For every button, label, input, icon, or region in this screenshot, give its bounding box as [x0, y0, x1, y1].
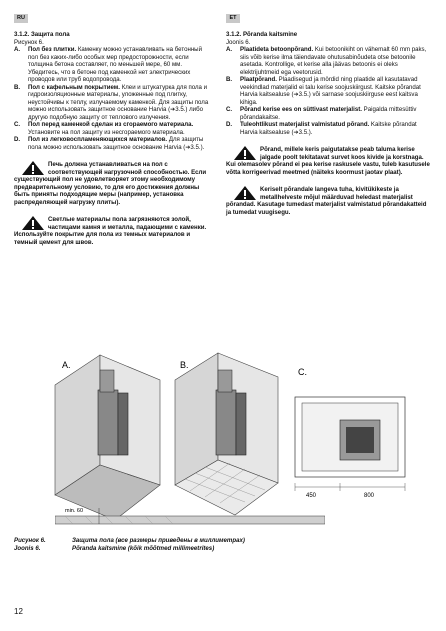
- warning-text: Печь должна устанавливаться на пол с соответствующей нагрузочной способностью. Если существующий пол не удовлетворяет этому необходимому предварительному условию, то для его достижения должны быть приняты подходящие меры (например, установка распределяющей нагрузку плиты).: [14, 161, 207, 206]
- lang-tag-et: ET: [226, 14, 240, 23]
- section-title-ru: 3.1.2. Защита пола: [14, 31, 70, 38]
- item-key: D.: [14, 136, 21, 143]
- warning-1-ru: [14, 161, 210, 206]
- column-ru: [14, 31, 210, 246]
- item-bold: Пол без плитки.: [28, 46, 77, 53]
- item-bold: Plaatpõrand.: [240, 76, 277, 83]
- item-text: Клеи и штукатурка для пола и гидроизоляционные материалы, уложенные под плитку, неустойчивы к теплу, излучаемому каменкой. Для защиты пола можно использовать защитное основание Harvia (➔3.5.) либо другую подобную защиту от теплового излучения.: [28, 83, 209, 121]
- figure-b: [175, 353, 278, 515]
- figure-label-a: A.: [62, 360, 71, 370]
- figure-label-c: C.: [298, 367, 307, 377]
- item-c-et: [226, 106, 430, 121]
- item-d-ru: [14, 136, 210, 151]
- dim-450: 450: [306, 493, 317, 499]
- item-key: B.: [14, 83, 21, 91]
- warning-1-et: [226, 146, 430, 176]
- item-key: A.: [14, 46, 21, 53]
- item-b-ru: [14, 84, 210, 122]
- item-text: Kui betoonikiht on vähemalt 60 mm paks, siis võib kerise ilma täiendavate ohutusabinõudeta otse betoonile asetada. Kontrollige, et kerise alla jäävas betoonis ei oleks elektrijuhtmeid ega veetorusid.: [240, 46, 427, 76]
- dim-800: 800: [364, 493, 375, 499]
- item-text: Kaitske põrandat Harvia kaitsealuse (➔3.5.).: [240, 121, 417, 136]
- item-text: Для защиты пола можно использовать защитное основание Harvia (➔3.5.).: [28, 136, 205, 151]
- item-bold: Пол с кафельным покрытием.: [28, 83, 120, 91]
- item-key: C.: [14, 121, 21, 128]
- section-title-et: 3.1.2. Põranda kaitsmine: [226, 31, 298, 38]
- caption-text-ru: Защита пола (все размеры приведены в миллиметрах): [72, 537, 245, 544]
- warning-text: Põrand, millele keris paigutatakse peab taluma kerise jalgade poolt tekitatavat survet koos kivide ja korstnaga. Kui olemasolev põrand ei pea kerise raskusele vastu, tuleb kasutusele võtta korrigeerivad meetmed (näiteks koormust jaotav plaat).: [226, 146, 430, 176]
- warning-2-et: [226, 186, 430, 216]
- caption-ref-ru: Рисунок 6.: [14, 537, 46, 544]
- item-text: Plaadisegud ja mördid ning plaatide all kasutatavad veekindlad materjalid ei talu kerise soojuskiirgust. Kaitske põrandat Harvia kaitsealuse (➔3.5.) või sarnase soojuskiirguse eest kaitsva kihiga.: [240, 76, 421, 106]
- item-d-et: [226, 121, 430, 136]
- figure-a: [55, 355, 160, 520]
- item-key: D.: [226, 121, 233, 128]
- figure-ref-ru: Рисунок 6.: [14, 38, 44, 46]
- item-b-et: [226, 76, 430, 106]
- figure-c: [295, 367, 405, 499]
- min-thickness-label: min. 60: [65, 508, 84, 514]
- warning-icon: [234, 186, 256, 200]
- column-et: [226, 31, 430, 216]
- figure-label-b: B.: [180, 360, 189, 370]
- figure-ref-et: Joonis 6.: [226, 38, 251, 46]
- item-key: A.: [226, 46, 233, 53]
- page-number: 12: [14, 607, 23, 616]
- item-key: B.: [226, 76, 233, 83]
- warning-icon: [234, 146, 256, 160]
- warning-text: Светлые материалы пола загрязняются золой, частицами камня и металла, падающими с каменки. Используйте покрытие для пола из темных материалов и темный цемент для швов.: [14, 216, 207, 246]
- warning-icon: [22, 216, 44, 230]
- warning-2-ru: [14, 216, 210, 246]
- item-text: Каменку можно устанавливать на бетонный пол без каких-либо особых мер предосторожности, если толщина бетона составляет, по меньшей мере, 60 мм. Убедитесь, что в бетоне под каменкой нет электрических проводов или труб водопровода.: [28, 46, 202, 83]
- item-bold: Пол из легковоспламеняющихся материалов.: [28, 136, 168, 143]
- caption-text-et: Põranda kaitsmine (kõik mõõtmed millimeetrites): [72, 544, 215, 552]
- caption-ref-et: Joonis 6.: [14, 544, 41, 552]
- item-text: Установите на пол защиту из несгораемого материала.: [28, 128, 185, 136]
- item-key: C.: [226, 106, 233, 113]
- item-bold: Tuleohtlikust materjalist valmistatud põrand.: [240, 121, 370, 128]
- warning-text: Keriselt põrandale langeva tuha, kivitükikeste ja metallhelveste mõjul määrduvad heledast materjalist põrandad. Kasutage tumedast materjalist valmistatud põrandakatteid ja tumedat vuugisegu.: [226, 186, 427, 216]
- item-a-et: [226, 46, 430, 76]
- figure-caption: [14, 537, 245, 552]
- item-c-ru: [14, 121, 210, 136]
- item-text: Paigaldа mittesüttiv põrandakaitse.: [240, 106, 417, 121]
- item-bold: Põrand kerise ees on süttivast materjalist.: [240, 106, 362, 113]
- item-bold: Пол перед каменкой сделан из сгораемого материала.: [28, 121, 194, 128]
- warning-icon: [22, 161, 44, 175]
- item-bold: Plaatideta betoonpõrand.: [240, 46, 314, 53]
- item-a-ru: [14, 46, 210, 84]
- lang-tag-ru: RU: [14, 14, 28, 23]
- floor-section-figure: [55, 500, 325, 530]
